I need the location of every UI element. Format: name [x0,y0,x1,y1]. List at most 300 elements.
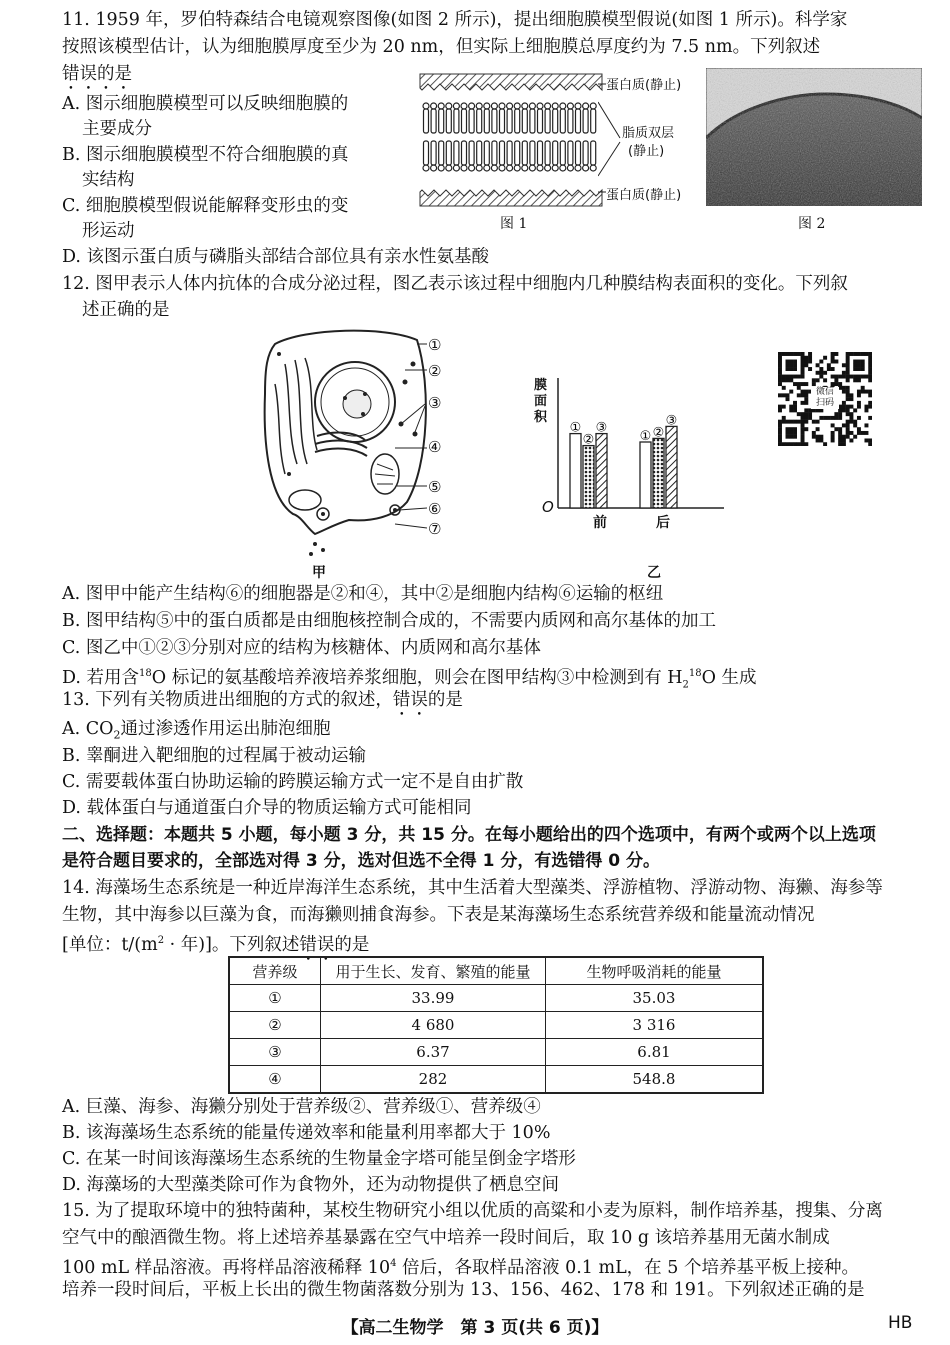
table-cell: 6.81 [546,1039,764,1066]
lipid-tail [583,109,588,133]
qr-module [831,431,835,435]
qr-module [816,420,820,424]
lipid-head [522,103,528,109]
q14-option-b: B. 该海藻场生态系统的能量传递效率和能量利用率都大于 10% [62,1123,551,1143]
qr-module [786,431,790,435]
qr-module [797,393,801,397]
qr-module [789,375,793,379]
qr-module [801,393,805,397]
qr-module [868,442,872,446]
qr-module [808,360,812,364]
lipid-head [590,165,596,171]
section2-line1: 二、选择题：本题共 5 小题，每小题 3 分，共 15 分。在每小题给出的四个选项中，有两个或两个以上选项 [62,825,876,845]
qr-module [782,386,786,390]
bar-后-2 [666,426,677,508]
qr-module [849,420,853,424]
table-row [229,1012,763,1039]
lipid-head [560,165,566,171]
qr-module [838,382,842,386]
qr-module [853,363,857,367]
lipid-tail [560,109,565,133]
qr-module [861,363,865,367]
qr-module [834,375,838,379]
lipid-head [438,165,444,171]
qr-module [849,393,853,397]
lipid-tail [462,141,467,165]
lipid-tail [553,109,558,133]
qr-module [819,371,823,375]
cell-label-7: ⑦ [428,520,442,538]
qr-module [849,352,853,356]
lipid-head [461,165,467,171]
lipid-head [514,165,520,171]
qr-module [789,367,793,371]
qr-module [846,390,850,394]
lipid-tail [446,141,451,165]
chart-category-before: 前 [593,515,607,531]
qr-module [846,352,850,356]
qr-module [804,397,808,401]
lipid-head [514,103,520,109]
qr-module [857,401,861,405]
table-cell: ④ [229,1066,321,1094]
qr-module [834,427,838,431]
qr-module [857,431,861,435]
lipid-head [484,103,490,109]
lipid-tail [576,109,581,133]
lipid-head [491,165,497,171]
lipid-head [529,103,535,109]
qr-module [868,390,872,394]
table-header: 营养级 [229,957,321,985]
qr-module [793,405,797,409]
qr-module [786,427,790,431]
cell-label-2: ② [428,362,442,380]
lipid-head [567,103,573,109]
qr-module [823,442,827,446]
lipid-head [499,165,505,171]
q14-option-a: A. 巨藻、海参、海獭分别处于营养级②、营养级①、营养级④ [62,1097,541,1117]
qr-module [827,416,831,420]
qr-module [842,435,846,439]
qr-module [801,412,805,416]
qr-module [857,375,861,379]
qr-module [812,420,816,424]
lipid-head [590,103,596,109]
qr-module [797,420,801,424]
q15-stem-line2: 空气中的酿酒微生物。将上述培养基暴露在空气中培养一段时间后，取 10 g 该培养基用无菌水制成 [62,1228,830,1248]
qr-module [782,420,786,424]
lipid-tail [454,109,459,133]
q11-option-c: C. 细胞膜模型假说能解释变形虫的变 [62,196,349,216]
qr-module [808,352,812,356]
qr-module [804,356,808,360]
lipid-tail [515,109,520,133]
lipid-tail [492,141,497,165]
qr-module [789,431,793,435]
qr-module [842,438,846,442]
lipid-tail [538,109,543,133]
table-cell: ① [229,985,321,1012]
fig-jia-label: 甲 [312,565,326,581]
lipid-head [529,165,535,171]
table-cell: ③ [229,1039,321,1066]
qr-module [857,363,861,367]
qr-module [804,382,808,386]
qr-module [868,375,872,379]
q15-stem-line1: 15. 为了提取环境中的独特菌种，某校生物研究小组以优质的高粱和小麦为原料，制作培养基，搜集、分离 [62,1201,883,1221]
qr-module [801,435,805,439]
qr-module [846,360,850,364]
q11-stem-line1: 11. 1959 年，罗伯特森结合电镜观察图像(如图 2 所示)，提出细胞膜模型假说(如图 1 所示)。科学家 [62,10,848,30]
qr-module [861,386,865,390]
qr-module [801,371,805,375]
qr-module [801,363,805,367]
q14-option-d: D. 海藻场的大型藻类除可作为食物外，还为动物提供了栖息空间 [62,1175,560,1195]
qr-module [864,408,868,412]
lipid-head [423,103,429,109]
qr-module [778,393,782,397]
qr-center-text: 微信 扫码 [811,387,839,409]
qr-module [831,356,835,360]
qr-module [846,378,850,382]
qr-module [801,438,805,442]
section2-line2: 是符合题目要求的，全部选对得 3 分，选对但选不全得 1 分，有选错得 0 分。 [62,851,660,871]
q13-option-d: D. 载体蛋白与通道蛋白介导的物质运输方式可能相同 [62,798,472,818]
qr-module [831,382,835,386]
qr-module [853,360,857,364]
q11-stem-line3: 错误的是 [62,64,132,84]
qr-module [804,360,808,364]
table-header-row [229,957,763,985]
qr-module [816,378,820,382]
qr-module [838,412,842,416]
lipid-tail [439,109,444,133]
lipid-head [499,103,505,109]
qr-module [786,435,790,439]
qr-module [846,356,850,360]
lipid-tail [500,109,505,133]
qr-module [842,386,846,390]
table-header: 用于生长、发育、繁殖的能量 [321,957,546,985]
lipid-tail [553,141,558,165]
chart-category-after: 后 [656,515,670,531]
qr-module [797,352,801,356]
qr-module [801,442,805,446]
qr-module [816,435,820,439]
bar-label: ② [582,432,595,448]
lipid-head [461,103,467,109]
qr-module [831,352,835,356]
qr-module [846,435,850,439]
lipid-head [446,103,452,109]
qr-module [786,442,790,446]
qr-module [864,423,868,427]
qr-module [857,360,861,364]
cell-diagram [245,324,455,564]
table-cell: 548.8 [546,1066,764,1094]
q14-stem-line3: [单位：$t/(m^2$ · 年)]。下列叙述错误的是 [62,934,370,955]
qr-module [786,363,790,367]
q15-stem-line3: 100 mL 样品溶液。再将样品溶液稀释 $10^4$ 倍后，各取样品溶液 0.1 mL，在 5 个培养基平板上接种。 [62,1257,859,1278]
qr-module [868,378,872,382]
qr-module [793,435,797,439]
lipid-tail [507,141,512,165]
membrane-model-figure [418,72,604,208]
qr-module [834,360,838,364]
qr-module [819,435,823,439]
qr-module [861,431,865,435]
cell-label-3: ③ [428,394,442,412]
lipid-tail [462,109,467,133]
qr-module [789,363,793,367]
table-cell: 282 [321,1066,546,1094]
table-row [229,985,763,1012]
qr-module [801,390,805,394]
qr-module [801,367,805,371]
qr-module [793,363,797,367]
qr-module [804,412,808,416]
qr-module [789,408,793,412]
lipid-tail [477,141,482,165]
qr-module [849,397,853,401]
qr-module [861,375,865,379]
qr-module [834,352,838,356]
qr-module [789,378,793,382]
qr-module [782,393,786,397]
q12-stem-line2: 述正确的是 [82,300,170,320]
fig1-caption: 图 1 [500,216,528,232]
bar-label: ③ [595,420,608,436]
lipid-tail [545,109,550,133]
qr-module [778,363,782,367]
q12-option-a: A. 图甲中能产生结构⑥的细胞器是②和④，其中②是细胞内结构⑥运输的枢纽 [62,584,664,604]
qr-module [831,375,835,379]
qr-module [786,375,790,379]
qr-module [834,412,838,416]
qr-module [819,416,823,420]
cell-label-4: ④ [428,438,442,456]
qr-module [849,375,853,379]
qr-module [804,401,808,405]
qr-module [834,378,838,382]
cell-label-1: ① [428,336,442,354]
qr-module [861,360,865,364]
qr-module [786,360,790,364]
qr-module [857,378,861,382]
qr-module [853,423,857,427]
lipid-head [438,103,444,109]
qr-module [819,360,823,364]
q15-stem-line4: 培养一段时间后，平板上长出的微生物菌落数分别为 13、156、462、178 和 191。下列叙述正确的是 [62,1280,865,1300]
qr-module [801,375,805,379]
qr-module [789,420,793,424]
qr-module [853,420,857,424]
qr-module [793,360,797,364]
qr-module [778,420,782,424]
q12-option-c: C. 图乙中①②③分别对应的结构为核糖体、内质网和高尔基体 [62,638,541,658]
qr-module [838,442,842,446]
qr-module [808,356,812,360]
qr-module [782,375,786,379]
qr-module [804,442,808,446]
qr-module [853,367,857,371]
lipid-tail [431,141,436,165]
qr-module [864,375,868,379]
qr-module [842,363,846,367]
lipid-tail [477,109,482,133]
qr-module [804,390,808,394]
qr-module [849,431,853,435]
qr-module [853,378,857,382]
lipid-tail [507,109,512,133]
qr-module [778,438,782,442]
qr-module [778,405,782,409]
qr-module [868,371,872,375]
qr-module [827,363,831,367]
qr-module [786,420,790,424]
qr-module [864,438,868,442]
qr-module [782,405,786,409]
qr-module [778,382,782,386]
lipid-tail [568,141,573,165]
footer-code: HB [888,1313,913,1333]
qr-module [789,435,793,439]
q11-option-b-cont: 实结构 [82,170,135,190]
chart-ylabel: 膜面积 [534,378,548,425]
qr-module [789,405,793,409]
fig1-top-label: 蛋白质(静止) [606,78,682,93]
qr-module [786,367,790,371]
qr-module [842,401,846,405]
qr-module [846,420,850,424]
qr-module [846,423,850,427]
qr-module [782,442,786,446]
qr-module [846,371,850,375]
q13-option-b: B. 睾酮进入靶细胞的过程属于被动运输 [62,746,366,766]
lipid-head [552,165,558,171]
lipid-head [560,103,566,109]
qr-module [846,408,850,412]
lipid-head [453,103,459,109]
qr-module [816,363,820,367]
qr-module [857,427,861,431]
lipid-head [545,165,551,171]
lipid-head [545,103,551,109]
qr-module [842,408,846,412]
qr-module [857,367,861,371]
qr-module [864,352,868,356]
qr-module [801,356,805,360]
lipid-head [484,165,490,171]
lipid-tail [583,141,588,165]
lipid-tail [568,109,573,133]
qr-module [842,405,846,409]
lipid-head [575,165,581,171]
qr-module [778,378,782,382]
qr-module [778,408,782,412]
lipid-tail [530,141,535,165]
qr-module [812,382,816,386]
qr-module [786,352,790,356]
qr-module [853,375,857,379]
fig1-mid-label1: 脂质双层 [622,126,675,141]
qr-module [793,427,797,431]
qr-module [797,442,801,446]
qr-module [804,420,808,424]
qr-module [861,390,865,394]
bar-前-0 [570,434,581,508]
qr-module [849,416,853,420]
lipid-tail [560,141,565,165]
lipid-head [469,165,475,171]
table-cell: 3 316 [546,1012,764,1039]
qr-module [831,438,835,442]
electron-micrograph [706,68,922,206]
qr-module [857,352,861,356]
q13-option-c: C. 需要载体蛋白协助运输的跨膜运输方式一定不是自由扩散 [62,772,524,792]
qr-module [864,431,868,435]
qr-module [804,408,808,412]
qr-module [838,416,842,420]
qr-module [838,435,842,439]
q11-option-d: D. 该图示蛋白质与磷脂头部结合部位具有亲水性氨基酸 [62,247,490,267]
qr-module [778,431,782,435]
qr-module [838,438,842,442]
qr-module [801,352,805,356]
table-cell: ② [229,1012,321,1039]
fig1-mid-label2: (静止) [628,144,665,159]
table-header: 生物呼吸消耗的能量 [546,957,764,985]
qr-module [797,412,801,416]
qr-module [816,438,820,442]
bar-label: ③ [665,413,678,429]
qr-module [793,442,797,446]
qr-module [864,390,868,394]
lipid-head [522,165,528,171]
energy-table [228,956,764,1094]
lipid-tail [484,141,489,165]
qr-module [861,367,865,371]
qr-module [789,442,793,446]
lipid-head [453,165,459,171]
qr-module [804,363,808,367]
cell-label-5: ⑤ [428,478,442,496]
qr-module [793,352,797,356]
q11-option-b: B. 图示细胞膜模型不符合细胞膜的真 [62,145,349,165]
qr-module [819,375,823,379]
qr-module [804,393,808,397]
qr-module [782,416,786,420]
qr-module [789,427,793,431]
qr-module [868,363,872,367]
bar-label: ② [652,425,665,441]
qr-module [868,356,872,360]
qr-module [846,367,850,371]
table-row [229,1066,763,1094]
lipid-head [583,165,589,171]
lipid-tail [500,141,505,165]
lipid-head [552,103,558,109]
qr-module [868,367,872,371]
qr-module [838,431,842,435]
lipid-tail [492,109,497,133]
q14-stem-line1: 14. 海藻场生态系统是一种近岸海洋生态系统，其中生活着大型藻类、浮游植物、浮游动物、海獭、海参等 [62,878,883,898]
qr-module [819,367,823,371]
qr-module [801,420,805,424]
qr-module [812,431,816,435]
qr-module [778,375,782,379]
